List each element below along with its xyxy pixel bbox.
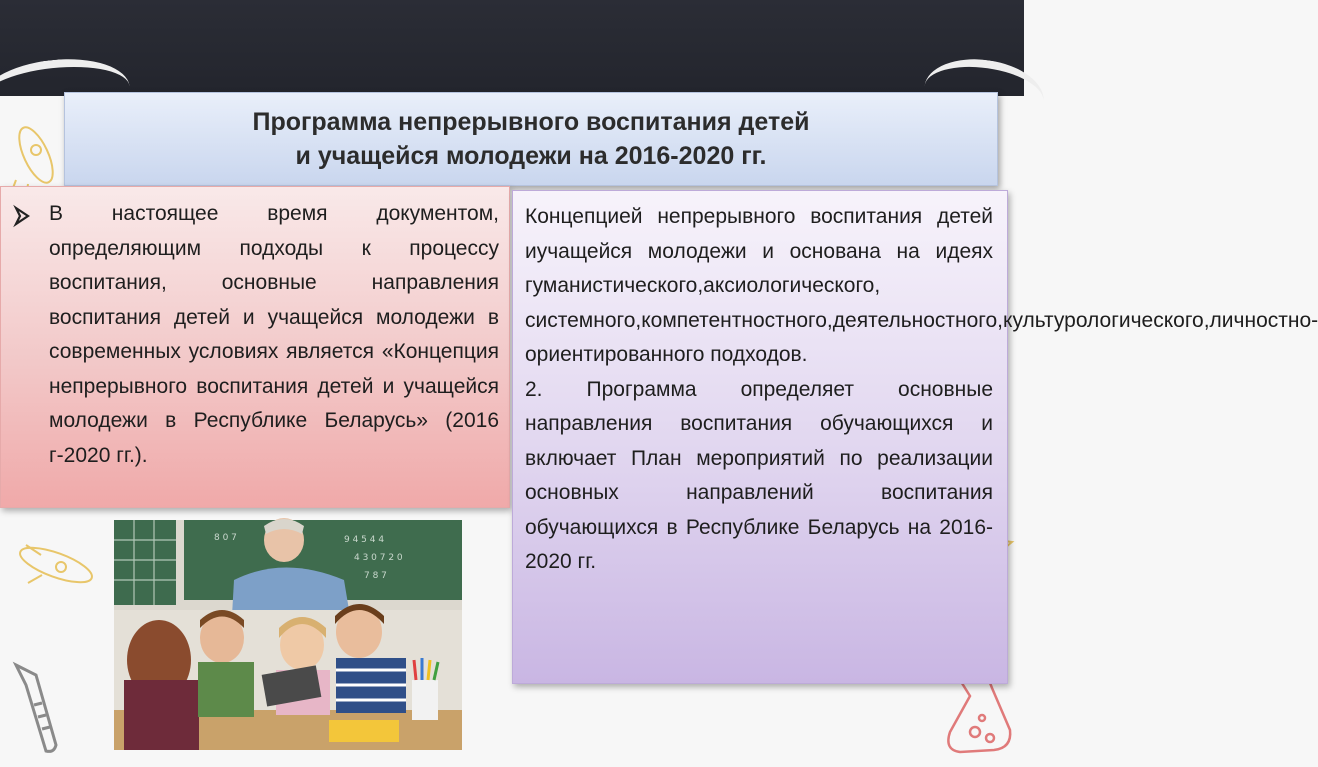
right-panel-paragraph-1: Концепцией непрерывного воспитания детей иучащейся молодежи и основана на идеях гуманистического,аксиологического, системного,компетентностного,деятельностного,культурологического,личностно-ориентированного подходов. [525, 205, 1318, 366]
svg-text:8 0 7: 8 0 7 [214, 533, 237, 543]
svg-text:4 3 0 7 2 0: 4 3 0 7 2 0 [354, 553, 403, 563]
rocket-doodle-icon-2 [6, 525, 106, 605]
left-text-panel [0, 186, 510, 508]
svg-text:9 4 5 4 4: 9 4 5 4 4 [344, 535, 385, 545]
header-band [0, 0, 1024, 96]
title-box [64, 92, 998, 186]
page-title-line-1: Программа непрерывного воспитания детей [252, 108, 810, 136]
left-panel-text: В настоящее время документом, определяющим подходы к процессу воспитания, основные направления воспитания детей и учащейся молодежи в современных условиях является «Концепция непрерывного воспитания детей и учащейся молодежи в Республике Беларусь» (2016 г-2020 гг.). [49, 202, 499, 467]
right-text-panel [512, 190, 1318, 684]
svg-text:7 8 7: 7 8 7 [364, 571, 387, 581]
arrow-bullet-icon [11, 197, 49, 473]
classroom-photo [114, 520, 462, 750]
page-title-line-2: и учащейся молодежи на 2016-2020 гг. [295, 142, 767, 170]
test-tube-doodle-icon [6, 655, 66, 755]
right-panel-paragraph-2: 2. Программа определяет основные направления воспитания обучающихся и включает План мероприятий по реализации основных направлений воспитания обучающихся в Республике Беларусь на 2016- 2020 гг. [525, 377, 993, 573]
